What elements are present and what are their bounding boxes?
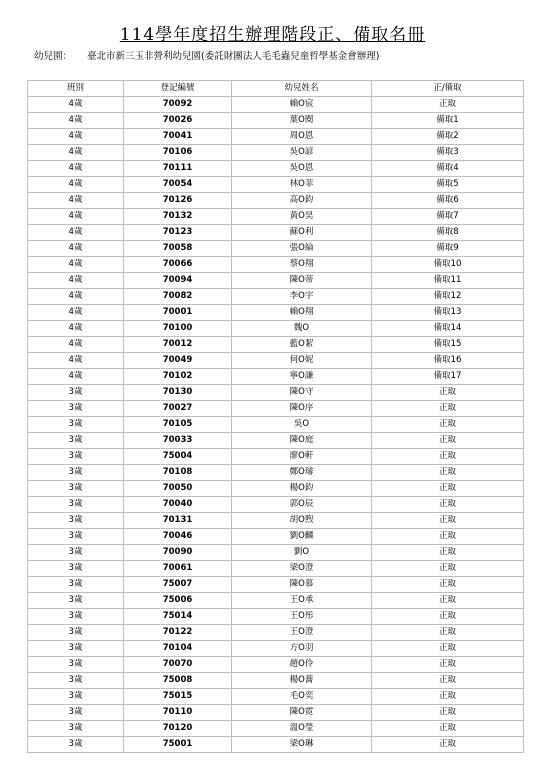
child-name-cell: 黃O昊 — [232, 209, 372, 225]
class-cell: 3歲 — [28, 561, 124, 577]
status-cell: 正取 — [372, 385, 524, 401]
status-cell: 正取 — [372, 497, 524, 513]
page-title: 114學年度招生辦理階段正、備取名冊 — [119, 25, 426, 45]
table-row — [28, 273, 524, 289]
child-name-cell: 方O羽 — [232, 641, 372, 657]
class-cell: 4歲 — [28, 241, 124, 257]
reg-no-cell: 70104 — [124, 641, 232, 657]
reg-no-cell: 70070 — [124, 657, 232, 673]
reg-no-cell: 70108 — [124, 465, 232, 481]
child-name-cell: 蔡O翔 — [232, 257, 372, 273]
class-cell: 3歲 — [28, 609, 124, 625]
child-name-cell: 劉O麟 — [232, 529, 372, 545]
table-row — [28, 561, 524, 577]
table-row — [28, 161, 524, 177]
class-cell: 3歲 — [28, 641, 124, 657]
class-cell: 3歲 — [28, 657, 124, 673]
table-row — [28, 305, 524, 321]
class-cell: 3歲 — [28, 465, 124, 481]
child-name-cell: 高O鈞 — [232, 193, 372, 209]
col-header-status: 正/備取 — [372, 81, 524, 97]
child-name-cell: 林O菲 — [232, 177, 372, 193]
class-cell: 4歲 — [28, 225, 124, 241]
status-cell: 正取 — [372, 561, 524, 577]
class-cell: 3歲 — [28, 721, 124, 737]
table-row — [28, 465, 524, 481]
table-row — [28, 433, 524, 449]
table-row — [28, 97, 524, 113]
reg-no-cell: 70001 — [124, 305, 232, 321]
table-row — [28, 353, 524, 369]
table-row — [28, 241, 524, 257]
child-name-cell: 劉O — [232, 545, 372, 561]
child-name-cell: 陳O庭 — [232, 433, 372, 449]
table-row — [28, 449, 524, 465]
status-cell: 備取1 — [372, 113, 524, 129]
class-cell: 3歲 — [28, 449, 124, 465]
table-row — [28, 625, 524, 641]
child-name-cell: 陳O守 — [232, 385, 372, 401]
child-name-cell: 鄭O璿 — [232, 465, 372, 481]
table-row — [28, 705, 524, 721]
status-cell: 正取 — [372, 705, 524, 721]
class-cell: 4歲 — [28, 129, 124, 145]
reg-no-cell: 75004 — [124, 449, 232, 465]
table-row — [28, 289, 524, 305]
reg-no-cell: 75007 — [124, 577, 232, 593]
status-cell: 備取7 — [372, 209, 524, 225]
class-cell: 4歲 — [28, 177, 124, 193]
class-cell: 4歲 — [28, 321, 124, 337]
status-cell: 備取2 — [372, 129, 524, 145]
child-name-cell: 王O承 — [232, 593, 372, 609]
class-cell: 4歲 — [28, 145, 124, 161]
reg-no-cell: 70092 — [124, 97, 232, 113]
child-name-cell: 賴O宸 — [232, 97, 372, 113]
class-cell: 4歲 — [28, 337, 124, 353]
table-row — [28, 641, 524, 657]
reg-no-cell: 75015 — [124, 689, 232, 705]
status-cell: 正取 — [372, 641, 524, 657]
class-cell: 3歲 — [28, 673, 124, 689]
table-row — [28, 145, 524, 161]
child-name-cell: 藍O絜 — [232, 337, 372, 353]
reg-no-cell: 70027 — [124, 401, 232, 417]
school-label: 幼兒園： — [34, 51, 73, 62]
reg-no-cell: 70123 — [124, 225, 232, 241]
table-row — [28, 113, 524, 129]
status-cell: 正取 — [372, 529, 524, 545]
reg-no-cell: 70066 — [124, 257, 232, 273]
reg-no-cell: 70120 — [124, 721, 232, 737]
class-cell: 4歲 — [28, 353, 124, 369]
table-row — [28, 401, 524, 417]
reg-no-cell: 70046 — [124, 529, 232, 545]
table-row — [28, 225, 524, 241]
status-cell: 正取 — [372, 593, 524, 609]
table-row — [28, 721, 524, 737]
child-name-cell: 張O綸 — [232, 241, 372, 257]
reg-no-cell: 70131 — [124, 513, 232, 529]
table-row — [28, 257, 524, 273]
status-cell: 正取 — [372, 673, 524, 689]
status-cell: 正取 — [372, 481, 524, 497]
child-name-cell: 寧O謙 — [232, 369, 372, 385]
child-name-cell: 李O宇 — [232, 289, 372, 305]
class-cell: 4歲 — [28, 209, 124, 225]
col-header-class: 班別 — [28, 81, 124, 97]
class-cell: 4歲 — [28, 305, 124, 321]
reg-no-cell: 70110 — [124, 705, 232, 721]
child-name-cell: 郭O辰 — [232, 497, 372, 513]
child-name-cell: 胡O煦 — [232, 513, 372, 529]
status-cell: 備取17 — [372, 369, 524, 385]
status-cell: 正取 — [372, 609, 524, 625]
class-cell: 4歲 — [28, 97, 124, 113]
status-cell: 正取 — [372, 689, 524, 705]
class-cell: 4歲 — [28, 289, 124, 305]
status-cell: 備取3 — [372, 145, 524, 161]
child-name-cell: 賴O翔 — [232, 305, 372, 321]
col-header-reg-no: 登記編號 — [124, 81, 232, 97]
class-cell: 3歲 — [28, 529, 124, 545]
child-name-cell: 吳O — [232, 417, 372, 433]
reg-no-cell: 75001 — [124, 737, 232, 753]
table-row — [28, 497, 524, 513]
table-row — [28, 577, 524, 593]
table-row — [28, 545, 524, 561]
status-cell: 正取 — [372, 97, 524, 113]
admission-table — [27, 80, 524, 753]
reg-no-cell: 70102 — [124, 369, 232, 385]
table-row — [28, 193, 524, 209]
status-cell: 正取 — [372, 721, 524, 737]
class-cell: 3歲 — [28, 401, 124, 417]
table-row — [28, 209, 524, 225]
reg-no-cell: 75008 — [124, 673, 232, 689]
class-cell: 3歲 — [28, 705, 124, 721]
table-row — [28, 593, 524, 609]
col-header-child-name: 幼兒姓名 — [232, 81, 372, 97]
reg-no-cell: 70050 — [124, 481, 232, 497]
table-row — [28, 385, 524, 401]
status-cell: 備取15 — [372, 337, 524, 353]
table-row — [28, 513, 524, 529]
table-row — [28, 609, 524, 625]
reg-no-cell: 70049 — [124, 353, 232, 369]
reg-no-cell: 70122 — [124, 625, 232, 641]
class-cell: 3歲 — [28, 417, 124, 433]
class-cell: 4歲 — [28, 193, 124, 209]
reg-no-cell: 75014 — [124, 609, 232, 625]
class-cell: 3歲 — [28, 545, 124, 561]
status-cell: 備取12 — [372, 289, 524, 305]
class-cell: 4歲 — [28, 113, 124, 129]
child-name-cell: 周O恩 — [232, 129, 372, 145]
reg-no-cell: 70100 — [124, 321, 232, 337]
child-name-cell: 陳O序 — [232, 401, 372, 417]
status-cell: 備取6 — [372, 193, 524, 209]
reg-no-cell: 70082 — [124, 289, 232, 305]
status-cell: 正取 — [372, 465, 524, 481]
table-row — [28, 689, 524, 705]
class-cell: 3歲 — [28, 481, 124, 497]
status-cell: 正取 — [372, 449, 524, 465]
status-cell: 備取14 — [372, 321, 524, 337]
reg-no-cell: 70058 — [124, 241, 232, 257]
status-cell: 備取4 — [372, 161, 524, 177]
class-cell: 3歲 — [28, 497, 124, 513]
table-row — [28, 417, 524, 433]
class-cell: 3歲 — [28, 593, 124, 609]
child-name-cell: 魏O — [232, 321, 372, 337]
class-cell: 3歲 — [28, 433, 124, 449]
table-row — [28, 737, 524, 753]
class-cell: 4歲 — [28, 257, 124, 273]
child-name-cell: 廖O軒 — [232, 449, 372, 465]
child-name-cell: 王O彤 — [232, 609, 372, 625]
status-cell: 備取8 — [372, 225, 524, 241]
reg-no-cell: 70090 — [124, 545, 232, 561]
school-name: 臺北市新三玉非營利幼兒園(委託財團法人毛毛蟲兒童哲學基金會辦理) — [87, 51, 380, 62]
child-name-cell: 楊O鈞 — [232, 481, 372, 497]
table-row — [28, 177, 524, 193]
class-cell: 3歲 — [28, 737, 124, 753]
child-name-cell: 趙O伶 — [232, 657, 372, 673]
table-row — [28, 481, 524, 497]
reg-no-cell: 70012 — [124, 337, 232, 353]
table-row — [28, 369, 524, 385]
child-name-cell: 何O妮 — [232, 353, 372, 369]
table-body — [28, 97, 524, 753]
status-cell: 正取 — [372, 433, 524, 449]
status-cell: 備取10 — [372, 257, 524, 273]
reg-no-cell: 70041 — [124, 129, 232, 145]
status-cell: 正取 — [372, 625, 524, 641]
status-cell: 正取 — [372, 401, 524, 417]
class-cell: 4歲 — [28, 161, 124, 177]
status-cell: 正取 — [372, 657, 524, 673]
child-name-cell: 陳O蒂 — [232, 273, 372, 289]
table-row — [28, 673, 524, 689]
child-name-cell: 葉O閱 — [232, 113, 372, 129]
class-cell: 3歲 — [28, 577, 124, 593]
status-cell: 正取 — [372, 737, 524, 753]
reg-no-cell: 70061 — [124, 561, 232, 577]
child-name-cell: 溫O瑩 — [232, 721, 372, 737]
child-name-cell: 毛O奕 — [232, 689, 372, 705]
table-row — [28, 337, 524, 353]
reg-no-cell: 70040 — [124, 497, 232, 513]
status-cell: 正取 — [372, 577, 524, 593]
reg-no-cell: 75006 — [124, 593, 232, 609]
child-name-cell: 梁O澄 — [232, 561, 372, 577]
table-header-row — [28, 81, 524, 97]
reg-no-cell: 70026 — [124, 113, 232, 129]
child-name-cell: 陳O霓 — [232, 705, 372, 721]
reg-no-cell: 70105 — [124, 417, 232, 433]
status-cell: 正取 — [372, 417, 524, 433]
reg-no-cell: 70033 — [124, 433, 232, 449]
table-row — [28, 529, 524, 545]
class-cell: 3歲 — [28, 689, 124, 705]
reg-no-cell: 70094 — [124, 273, 232, 289]
status-cell: 備取5 — [372, 177, 524, 193]
table-row — [28, 129, 524, 145]
class-cell: 4歲 — [28, 273, 124, 289]
status-cell: 備取9 — [372, 241, 524, 257]
class-cell: 3歲 — [28, 385, 124, 401]
reg-no-cell: 70106 — [124, 145, 232, 161]
class-cell: 3歲 — [28, 625, 124, 641]
reg-no-cell: 70054 — [124, 177, 232, 193]
class-cell: 3歲 — [28, 513, 124, 529]
table-row — [28, 321, 524, 337]
status-cell: 備取11 — [372, 273, 524, 289]
school-info — [34, 48, 379, 62]
class-cell: 4歲 — [28, 369, 124, 385]
status-cell: 備取13 — [372, 305, 524, 321]
child-name-cell: 蘇O利 — [232, 225, 372, 241]
child-name-cell: 楊O蕎 — [232, 673, 372, 689]
status-cell: 正取 — [372, 513, 524, 529]
reg-no-cell: 70130 — [124, 385, 232, 401]
status-cell: 正取 — [372, 545, 524, 561]
child-name-cell: 王O澄 — [232, 625, 372, 641]
child-name-cell: 陳O慕 — [232, 577, 372, 593]
child-name-cell: 吳O恩 — [232, 161, 372, 177]
child-name-cell: 吳O諺 — [232, 145, 372, 161]
reg-no-cell: 70111 — [124, 161, 232, 177]
reg-no-cell: 70126 — [124, 193, 232, 209]
status-cell: 備取16 — [372, 353, 524, 369]
reg-no-cell: 70132 — [124, 209, 232, 225]
child-name-cell: 梁O琳 — [232, 737, 372, 753]
table-row — [28, 657, 524, 673]
